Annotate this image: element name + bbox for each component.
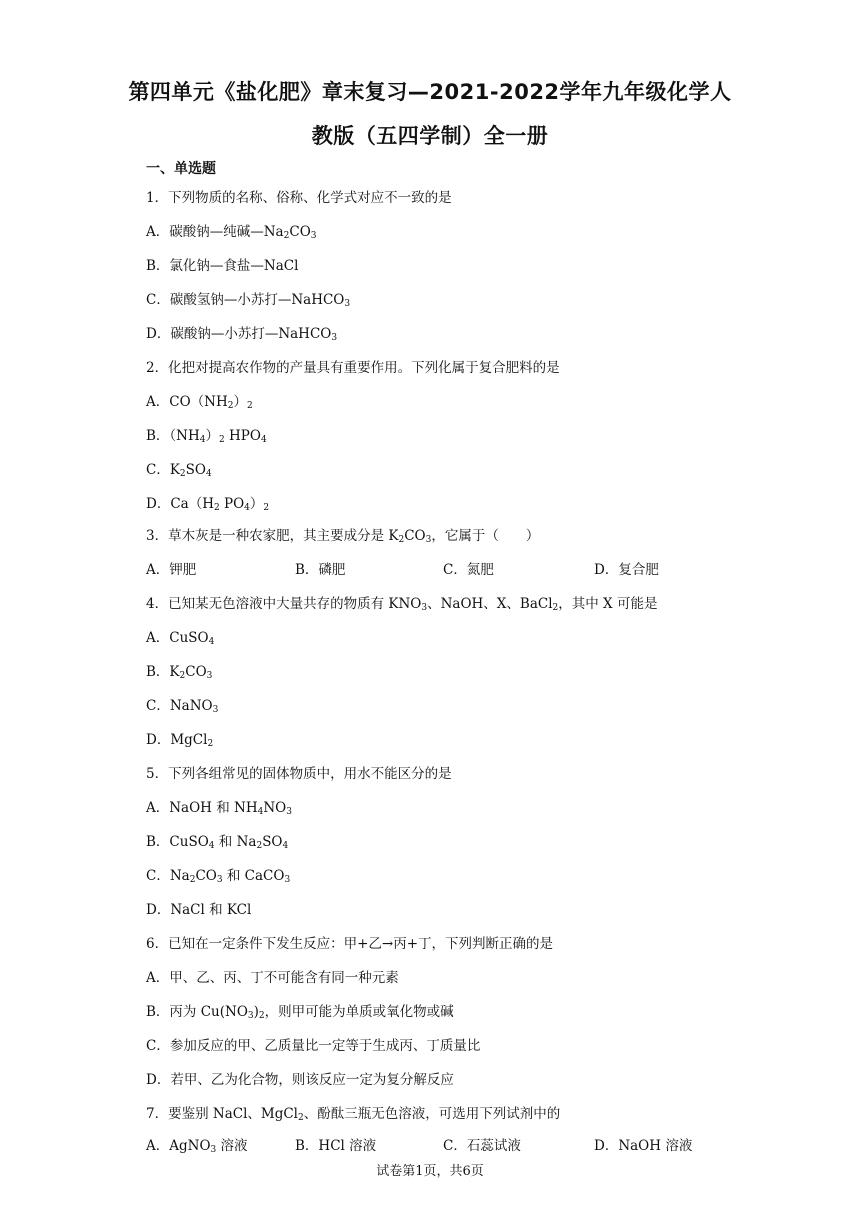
q4-option-c: C．NaNO$_3$ <box>146 698 219 715</box>
q7-stem: 7．要鉴别 NaCl、MgCl$_2$、酚酞三瓶无色溶液，可选用下列试剂中的 <box>146 1106 561 1123</box>
q5-option-c: C．$Na_2CO_3$ 和 CaCO$_3$ <box>146 868 291 885</box>
q7-option-b: B．HCl 溶液 <box>295 1138 377 1154</box>
q5-stem: 5．下列各组常见的固体物质中，用水不能区分的是 <box>146 766 452 782</box>
q7-option-a: A．AgNO$_3$ 溶液 <box>146 1138 248 1155</box>
q5-option-d: D．NaCl 和 KCl <box>146 902 252 918</box>
document-title-line-2: 教版（五四学制）全一册 <box>311 124 549 148</box>
q6-option-c: C．参加反应的甲、乙质量比一定等于生成丙、丁质量比 <box>146 1038 481 1054</box>
q2-option-b: B．$(NH_4)_2$ $HPO_4$ <box>146 428 267 445</box>
q1-option-c: C．碳酸氢钠—小苏打—NaHCO$_3$ <box>146 292 351 309</box>
q1-stem: 1．下列物质的名称、俗称、化学式对应不一致的是 <box>146 190 452 206</box>
q3-stem: 3．草木灰是一种农家肥，其主要成分是 $K_2CO_3$，它属于（ ） <box>146 528 540 545</box>
section-heading: 一、单选题 <box>146 161 216 177</box>
q5-option-a: A．NaOH 和 $NH_4NO_3$ <box>146 800 292 817</box>
q4-stem: 4．已知某无色溶液中大量共存的物质有 $KNO_3$、NaOH、X、BaCl$_2$，其中 X 可能是 <box>146 596 658 613</box>
q6-option-d: D．若甲、乙为化合物，则该反应一定为复分解反应 <box>146 1072 454 1088</box>
q2-option-a: A．$CO(NH_2)_2$ <box>146 394 253 411</box>
q2-stem: 2．化把对提高农作物的产量具有重要作用。下列化属于复合肥料的是 <box>146 360 560 376</box>
q3-option-a: A．钾肥 <box>146 562 197 578</box>
page-footer: 试卷第1页，共6页 <box>376 1164 484 1179</box>
q6-stem: 6．已知在一定条件下发生反应：甲+乙→丙+丁，下列判断正确的是 <box>146 936 554 952</box>
q3-option-b: B．磷肥 <box>295 562 346 578</box>
q1-option-a: A．碳酸钠—纯碱$—Na_2CO_3$ <box>146 224 317 241</box>
q4-option-d: D．MgCl$_2$ <box>146 732 214 749</box>
q3-option-d: D．复合肥 <box>594 562 659 578</box>
q2-option-d: D．$Ca(H_2$ $PO_4)_2$ <box>146 496 270 513</box>
q6-option-a: A．甲、乙、丙、丁不可能含有同一种元素 <box>146 970 399 986</box>
q6-option-b: B．丙为 $Cu(NO_3)_2$，则甲可能为单质或氧化物或碱 <box>146 1004 454 1021</box>
q1-option-b: B．氯化钠—食盐—NaCl <box>146 258 299 274</box>
q3-option-c: C．氮肥 <box>443 562 494 578</box>
q4-option-b: B．$K_2CO_3$ <box>146 664 213 681</box>
q2-option-c: C．$K_2SO_4$ <box>146 462 212 479</box>
q7-option-c: C．石蕊试液 <box>443 1138 521 1154</box>
q1-option-d: D．碳酸钠—小苏打—NaHCO$_3$ <box>146 326 338 343</box>
q7-option-d: D．NaOH 溶液 <box>594 1138 693 1154</box>
document-title-line-1: 第四单元《盐化肥》章末复习—2021-2022学年九年级化学人 <box>128 80 732 104</box>
q5-option-b: B．CuSO$_4$ 和 $Na_2SO_4$ <box>146 834 289 851</box>
q4-option-a: A．CuSO$_4$ <box>146 630 215 647</box>
